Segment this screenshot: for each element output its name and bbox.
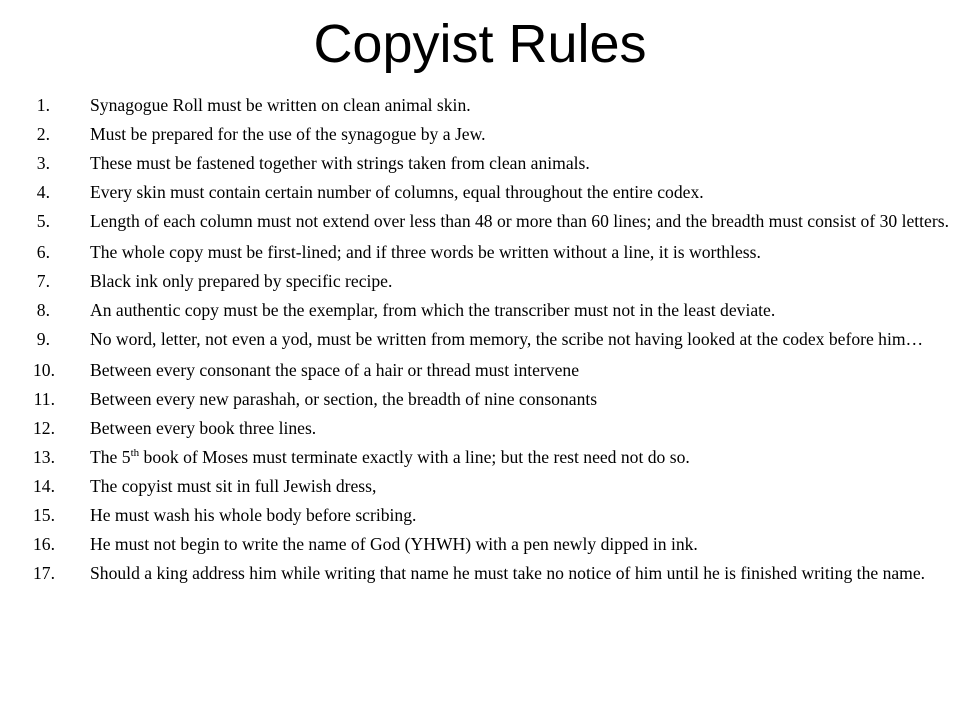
rule-text: He must not begin to write the name of God (YHWH) with a pen newly dipped in ink. [90, 534, 698, 554]
rule-item-10 [0, 359, 960, 382]
rule-text: Length of each column must not extend over less than 48 or more than 60 lines; and the breadth must consist of 30 letters. [90, 211, 949, 231]
rule-item-14 [0, 475, 960, 498]
rule-number: 13. [33, 447, 55, 467]
rule-number: 7. [36, 271, 50, 291]
rule-item-8 [0, 299, 960, 322]
rule-text: The copyist must sit in full Jewish dress, [90, 476, 377, 496]
rule-item-6 [0, 241, 960, 264]
rule-number: 11. [33, 389, 55, 409]
rule-item-1 [0, 94, 960, 117]
rule-text: No word, letter, not even a yod, must be written from memory, the scribe not having looked at the codex before him… [90, 329, 924, 349]
rule-text: Should a king address him while writing that name he must take no notice of him until he is finished writing the name. [90, 563, 926, 583]
rule-text: Black ink only prepared by specific recipe. [90, 271, 393, 291]
rule-item-17 [0, 562, 960, 585]
rule-item-3 [0, 152, 960, 175]
rule-number: 10. [33, 360, 55, 380]
rule-number: 6. [36, 242, 50, 262]
rule-item-16 [0, 533, 960, 556]
rule-text: These must be fastened together with strings taken from clean animals. [90, 153, 590, 173]
rules-list [0, 94, 960, 591]
slide-title: Copyist Rules [313, 14, 647, 74]
rule-text [90, 446, 952, 469]
rule-number: 8. [36, 300, 50, 320]
rule-text: Synagogue Roll must be written on clean animal skin. [90, 95, 471, 115]
rule-text: Between every consonant the space of a hair or thread must intervene [90, 360, 580, 380]
rule-number: 5. [36, 211, 50, 231]
rule-item-9 [0, 328, 960, 351]
rule-text: Every skin must contain certain number of columns, equal throughout the entire codex. [90, 182, 704, 202]
rule-text: Must be prepared for the use of the synagogue by a Jew. [90, 124, 486, 144]
rule-text: He must wash his whole body before scribing. [90, 505, 417, 525]
rule-number: 2. [36, 124, 50, 144]
rule-number: 1. [36, 95, 50, 115]
rule-text: The whole copy must be first-lined; and if three words be written without a line, it is worthless. [90, 242, 761, 262]
rule-text: Between every new parashah, or section, the breadth of nine consonants [90, 389, 598, 409]
rule-number: 16. [33, 534, 55, 554]
rule-number: 3. [36, 153, 50, 173]
rule-text-end: book of Moses must terminate exactly with a line; but the rest need not do so. [139, 447, 690, 467]
rule-item-13 [0, 446, 960, 469]
rule-number: 17. [33, 563, 55, 583]
rule-item-2 [0, 123, 960, 146]
rule-text: An authentic copy must be the exemplar, from which the transcriber must not in the least deviate. [90, 300, 776, 320]
rule-item-15 [0, 504, 960, 527]
rule-item-4 [0, 181, 960, 204]
rule-number: 14. [33, 476, 55, 496]
rule-item-5 [0, 210, 960, 233]
rule-number: 12. [33, 418, 55, 438]
rule-item-11 [0, 388, 960, 411]
rule-item-7 [0, 270, 960, 293]
ordinal-superscript: th [130, 447, 140, 460]
rule-text: Between every book three lines. [90, 418, 317, 438]
rule-number: 15. [33, 505, 55, 525]
rule-number: 4. [36, 182, 50, 202]
rule-number: 9. [36, 329, 50, 349]
rule-text-start: The 5 [90, 447, 131, 467]
rule-item-12 [0, 417, 960, 440]
